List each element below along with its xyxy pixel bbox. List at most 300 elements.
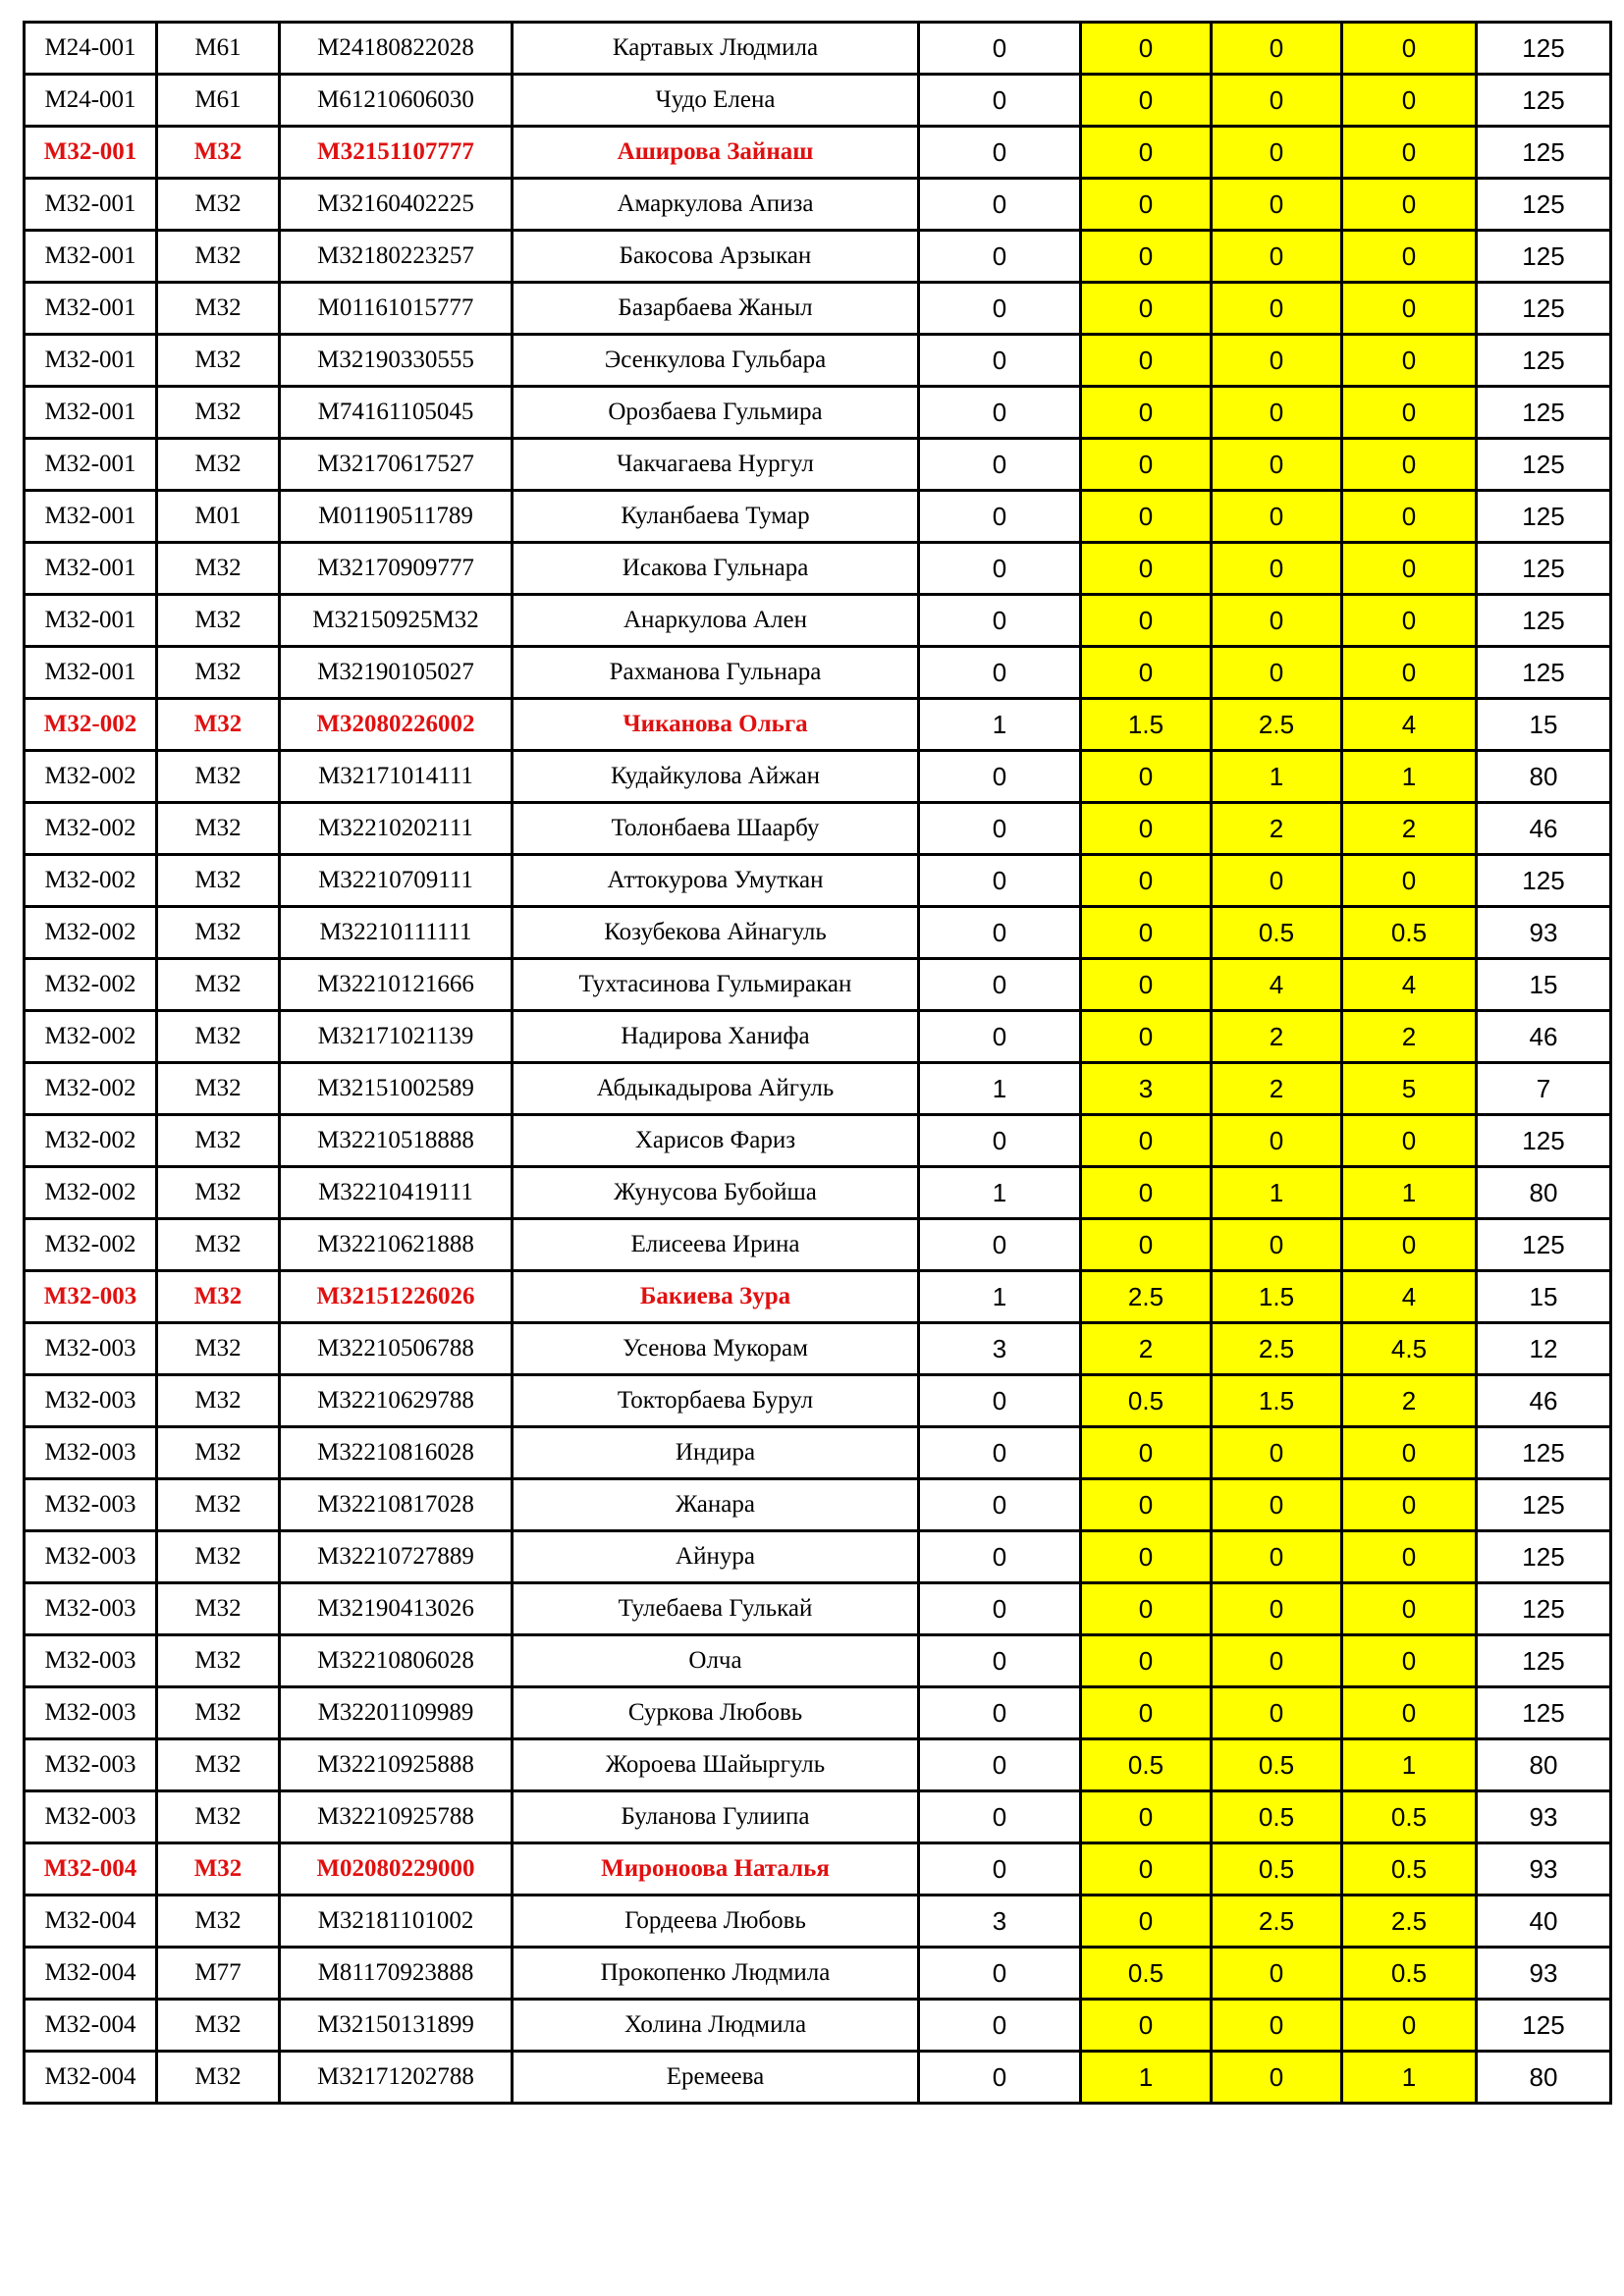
name-cell: Абдыкадырова Айгуль [513, 1063, 919, 1115]
value-2-cell: 0 [1081, 803, 1212, 855]
group-cell: М32-001 [25, 543, 157, 595]
code-cell: М32150925М32 [280, 595, 513, 647]
group-cell: М32-001 [25, 595, 157, 647]
table-row [25, 179, 1611, 231]
value-4-cell: 1 [1342, 1739, 1477, 1791]
name-cell: Буланова Гулиипа [513, 1791, 919, 1843]
branch-cell: М32 [157, 751, 280, 803]
code-cell: М32190413026 [280, 1583, 513, 1635]
value-2-cell: 0 [1081, 647, 1212, 699]
value-3-cell: 0 [1212, 439, 1342, 491]
group-cell: М32-001 [25, 127, 157, 179]
value-3-cell: 0 [1212, 595, 1342, 647]
value-1-cell: 0 [919, 1427, 1081, 1479]
value-2-cell: 0 [1081, 179, 1212, 231]
value-4-cell: 0 [1342, 335, 1477, 387]
value-4-cell: 0 [1342, 1219, 1477, 1271]
group-cell: М32-001 [25, 491, 157, 543]
code-cell: М32151002589 [280, 1063, 513, 1115]
code-cell: М32170909777 [280, 543, 513, 595]
name-cell: Аттокурова Умуткан [513, 855, 919, 907]
group-cell: М32-001 [25, 335, 157, 387]
value-2-cell: 0 [1081, 595, 1212, 647]
value-2-cell: 0 [1081, 75, 1212, 127]
value-1-cell: 0 [919, 1739, 1081, 1791]
value-4-cell: 5 [1342, 1063, 1477, 1115]
code-cell: М32190105027 [280, 647, 513, 699]
branch-cell: М32 [157, 1687, 280, 1739]
branch-cell: М32 [157, 907, 280, 959]
table-row [25, 75, 1611, 127]
name-cell: Усенова Мукорам [513, 1323, 919, 1375]
group-cell: М32-002 [25, 907, 157, 959]
code-cell: М32160402225 [280, 179, 513, 231]
branch-cell: М32 [157, 1896, 280, 1948]
value-4-cell: 0 [1342, 23, 1477, 75]
value-1-cell: 0 [919, 1375, 1081, 1427]
table-row [25, 2052, 1611, 2104]
name-cell: Елисеева Ирина [513, 1219, 919, 1271]
rank-cell: 125 [1477, 1115, 1611, 1167]
code-cell: М32210111111 [280, 907, 513, 959]
branch-cell: М32 [157, 2052, 280, 2104]
name-cell: Суркова Любовь [513, 1687, 919, 1739]
value-2-cell: 0 [1081, 1896, 1212, 1948]
group-cell: М32-001 [25, 387, 157, 439]
table-row [25, 23, 1611, 75]
table-row [25, 335, 1611, 387]
code-cell: М61210606030 [280, 75, 513, 127]
table-body [25, 23, 1611, 2104]
rank-cell: 93 [1477, 1948, 1611, 2000]
name-cell: Гордеева Любовь [513, 1896, 919, 1948]
rank-cell: 15 [1477, 1271, 1611, 1323]
name-cell: Базарбаева Жаныл [513, 283, 919, 335]
value-3-cell: 2.5 [1212, 699, 1342, 751]
table-row [25, 699, 1611, 751]
value-1-cell: 0 [919, 1531, 1081, 1583]
rank-cell: 125 [1477, 1635, 1611, 1687]
branch-cell: М32 [157, 335, 280, 387]
value-3-cell: 0.5 [1212, 1739, 1342, 1791]
code-cell: М01161015777 [280, 283, 513, 335]
table-row [25, 1063, 1611, 1115]
value-1-cell: 1 [919, 1271, 1081, 1323]
rank-cell: 125 [1477, 491, 1611, 543]
name-cell: Кудайкулова Айжан [513, 751, 919, 803]
group-cell: М32-003 [25, 1479, 157, 1531]
name-cell: Олча [513, 1635, 919, 1687]
group-cell: М32-002 [25, 803, 157, 855]
value-4-cell: 0 [1342, 387, 1477, 439]
value-2-cell: 0 [1081, 1791, 1212, 1843]
rank-cell: 80 [1477, 1739, 1611, 1791]
branch-cell: М32 [157, 647, 280, 699]
branch-cell: М61 [157, 23, 280, 75]
table-row [25, 1531, 1611, 1583]
value-4-cell: 0.5 [1342, 907, 1477, 959]
value-1-cell: 0 [919, 959, 1081, 1011]
group-cell: М32-003 [25, 1739, 157, 1791]
value-1-cell: 0 [919, 1843, 1081, 1896]
rank-cell: 125 [1477, 1687, 1611, 1739]
code-cell: М32210621888 [280, 1219, 513, 1271]
value-1-cell: 0 [919, 1219, 1081, 1271]
value-2-cell: 0.5 [1081, 1375, 1212, 1427]
group-cell: М32-003 [25, 1427, 157, 1479]
name-cell: Токторбаева Бурул [513, 1375, 919, 1427]
table-row [25, 439, 1611, 491]
code-cell: М32210925788 [280, 1791, 513, 1843]
group-cell: М32-004 [25, 1896, 157, 1948]
branch-cell: М32 [157, 2000, 280, 2052]
group-cell: М32-004 [25, 2000, 157, 2052]
value-1-cell: 0 [919, 751, 1081, 803]
name-cell: Чиканова Ольга [513, 699, 919, 751]
code-cell: М32171014111 [280, 751, 513, 803]
data-table [23, 21, 1612, 2105]
branch-cell: М32 [157, 959, 280, 1011]
value-1-cell: 0 [919, 1479, 1081, 1531]
value-3-cell: 0 [1212, 1115, 1342, 1167]
value-2-cell: 0 [1081, 1531, 1212, 1583]
value-3-cell: 0 [1212, 543, 1342, 595]
value-1-cell: 0 [919, 803, 1081, 855]
value-4-cell: 0 [1342, 1583, 1477, 1635]
branch-cell: М32 [157, 699, 280, 751]
name-cell: Орозбаева Гульмира [513, 387, 919, 439]
code-cell: М32171021139 [280, 1011, 513, 1063]
code-cell: М32210727889 [280, 1531, 513, 1583]
group-cell: М32-001 [25, 231, 157, 283]
value-4-cell: 4 [1342, 959, 1477, 1011]
value-4-cell: 0 [1342, 1427, 1477, 1479]
table-row [25, 1948, 1611, 2000]
value-3-cell: 0 [1212, 1531, 1342, 1583]
code-cell: М32210925888 [280, 1739, 513, 1791]
value-3-cell: 1.5 [1212, 1271, 1342, 1323]
table-row [25, 855, 1611, 907]
branch-cell: М32 [157, 1167, 280, 1219]
value-2-cell: 2.5 [1081, 1271, 1212, 1323]
value-3-cell: 2.5 [1212, 1323, 1342, 1375]
value-2-cell: 0 [1081, 387, 1212, 439]
group-cell: М32-002 [25, 1219, 157, 1271]
code-cell: М32190330555 [280, 335, 513, 387]
value-3-cell: 0 [1212, 283, 1342, 335]
value-4-cell: 4 [1342, 1271, 1477, 1323]
value-4-cell: 0 [1342, 595, 1477, 647]
value-2-cell: 3 [1081, 1063, 1212, 1115]
table-row [25, 803, 1611, 855]
table-row [25, 595, 1611, 647]
name-cell: Козубекова Айнагуль [513, 907, 919, 959]
value-3-cell: 1 [1212, 751, 1342, 803]
table-row [25, 1271, 1611, 1323]
value-4-cell: 2.5 [1342, 1896, 1477, 1948]
value-2-cell: 0 [1081, 1167, 1212, 1219]
name-cell: Надирова Ханифа [513, 1011, 919, 1063]
rank-cell: 125 [1477, 127, 1611, 179]
value-4-cell: 0 [1342, 127, 1477, 179]
value-3-cell: 1.5 [1212, 1375, 1342, 1427]
group-cell: М32-002 [25, 699, 157, 751]
value-2-cell: 0 [1081, 1843, 1212, 1896]
name-cell: Жороева Шайыргуль [513, 1739, 919, 1791]
group-cell: М32-003 [25, 1635, 157, 1687]
rank-cell: 125 [1477, 543, 1611, 595]
value-3-cell: 2 [1212, 1011, 1342, 1063]
value-1-cell: 0 [919, 439, 1081, 491]
branch-cell: М61 [157, 75, 280, 127]
value-2-cell: 0 [1081, 1583, 1212, 1635]
value-2-cell: 0 [1081, 1479, 1212, 1531]
branch-cell: М32 [157, 855, 280, 907]
group-cell: М32-002 [25, 959, 157, 1011]
table-row [25, 283, 1611, 335]
value-1-cell: 0 [919, 127, 1081, 179]
group-cell: М32-004 [25, 2052, 157, 2104]
rank-cell: 125 [1477, 1531, 1611, 1583]
value-2-cell: 0 [1081, 2000, 1212, 2052]
branch-cell: М32 [157, 1531, 280, 1583]
value-1-cell: 0 [919, 75, 1081, 127]
table-row [25, 1375, 1611, 1427]
table-row [25, 1896, 1611, 1948]
group-cell: М32-003 [25, 1791, 157, 1843]
name-cell: Еремеева [513, 2052, 919, 2104]
rank-cell: 12 [1477, 1323, 1611, 1375]
rank-cell: 125 [1477, 75, 1611, 127]
value-1-cell: 0 [919, 1583, 1081, 1635]
code-cell: М32210518888 [280, 1115, 513, 1167]
code-cell: М32210806028 [280, 1635, 513, 1687]
rank-cell: 125 [1477, 1583, 1611, 1635]
rank-cell: 46 [1477, 803, 1611, 855]
value-2-cell: 2 [1081, 1323, 1212, 1375]
value-3-cell: 0.5 [1212, 1843, 1342, 1896]
rank-cell: 125 [1477, 439, 1611, 491]
value-2-cell: 1.5 [1081, 699, 1212, 751]
value-4-cell: 2 [1342, 803, 1477, 855]
branch-cell: М32 [157, 283, 280, 335]
value-4-cell: 2 [1342, 1375, 1477, 1427]
value-1-cell: 0 [919, 855, 1081, 907]
name-cell: Исакова Гульнара [513, 543, 919, 595]
value-1-cell: 0 [919, 231, 1081, 283]
value-3-cell: 1 [1212, 1167, 1342, 1219]
rank-cell: 40 [1477, 1896, 1611, 1948]
value-3-cell: 0 [1212, 647, 1342, 699]
rank-cell: 15 [1477, 699, 1611, 751]
value-1-cell: 1 [919, 1167, 1081, 1219]
branch-cell: М01 [157, 491, 280, 543]
value-2-cell: 0.5 [1081, 1739, 1212, 1791]
value-1-cell: 0 [919, 283, 1081, 335]
group-cell: М32-002 [25, 1011, 157, 1063]
rank-cell: 125 [1477, 231, 1611, 283]
value-1-cell: 0 [919, 647, 1081, 699]
rank-cell: 125 [1477, 179, 1611, 231]
table-row [25, 907, 1611, 959]
table-row [25, 1791, 1611, 1843]
name-cell: Тухтасинова Гульмиракан [513, 959, 919, 1011]
group-cell: М32-002 [25, 1115, 157, 1167]
table-row [25, 1011, 1611, 1063]
group-cell: М32-001 [25, 179, 157, 231]
value-2-cell: 0.5 [1081, 1948, 1212, 2000]
value-4-cell: 0 [1342, 1479, 1477, 1531]
branch-cell: М32 [157, 1583, 280, 1635]
table-row [25, 387, 1611, 439]
value-4-cell: 4 [1342, 699, 1477, 751]
value-2-cell: 0 [1081, 1635, 1212, 1687]
value-1-cell: 0 [919, 595, 1081, 647]
value-3-cell: 0 [1212, 75, 1342, 127]
value-2-cell: 0 [1081, 283, 1212, 335]
value-1-cell: 0 [919, 1635, 1081, 1687]
value-1-cell: 0 [919, 907, 1081, 959]
name-cell: Бакосова Арзыкан [513, 231, 919, 283]
table-row [25, 1115, 1611, 1167]
name-cell: Прокопенко Людмила [513, 1948, 919, 2000]
group-cell: М32-002 [25, 751, 157, 803]
table-row [25, 1739, 1611, 1791]
value-2-cell: 0 [1081, 959, 1212, 1011]
value-2-cell: 0 [1081, 335, 1212, 387]
code-cell: М32210121666 [280, 959, 513, 1011]
value-4-cell: 1 [1342, 751, 1477, 803]
group-cell: М32-001 [25, 647, 157, 699]
value-2-cell: 0 [1081, 439, 1212, 491]
rank-cell: 7 [1477, 1063, 1611, 1115]
table-row [25, 2000, 1611, 2052]
value-4-cell: 0 [1342, 179, 1477, 231]
name-cell: Холина Людмила [513, 2000, 919, 2052]
rank-cell: 15 [1477, 959, 1611, 1011]
value-1-cell: 0 [919, 1115, 1081, 1167]
code-cell: М32170617527 [280, 439, 513, 491]
group-cell: М32-001 [25, 283, 157, 335]
table-row [25, 543, 1611, 595]
group-cell: М32-001 [25, 439, 157, 491]
value-1-cell: 0 [919, 1687, 1081, 1739]
group-cell: М32-003 [25, 1583, 157, 1635]
value-3-cell: 0 [1212, 1219, 1342, 1271]
name-cell: Жанара [513, 1479, 919, 1531]
rank-cell: 125 [1477, 23, 1611, 75]
name-cell: Индира [513, 1427, 919, 1479]
table-row [25, 1843, 1611, 1896]
value-4-cell: 1 [1342, 2052, 1477, 2104]
code-cell: М01190511789 [280, 491, 513, 543]
code-cell: М24180822028 [280, 23, 513, 75]
value-2-cell: 0 [1081, 23, 1212, 75]
value-1-cell: 0 [919, 1791, 1081, 1843]
value-3-cell: 0 [1212, 23, 1342, 75]
value-2-cell: 0 [1081, 1687, 1212, 1739]
value-4-cell: 2 [1342, 1011, 1477, 1063]
value-3-cell: 2 [1212, 1063, 1342, 1115]
rank-cell: 93 [1477, 1843, 1611, 1896]
value-3-cell: 0 [1212, 491, 1342, 543]
table-row [25, 491, 1611, 543]
value-4-cell: 0 [1342, 75, 1477, 127]
branch-cell: М32 [157, 1323, 280, 1375]
group-cell: М32-002 [25, 1167, 157, 1219]
name-cell: Чудо Елена [513, 75, 919, 127]
name-cell: Бакиева Зура [513, 1271, 919, 1323]
name-cell: Куланбаева Тумар [513, 491, 919, 543]
value-4-cell: 0 [1342, 439, 1477, 491]
value-4-cell: 0 [1342, 647, 1477, 699]
code-cell: М32210506788 [280, 1323, 513, 1375]
table-row [25, 1167, 1611, 1219]
value-4-cell: 0 [1342, 855, 1477, 907]
group-cell: М24-001 [25, 75, 157, 127]
rank-cell: 46 [1477, 1375, 1611, 1427]
rank-cell: 125 [1477, 1219, 1611, 1271]
value-4-cell: 0 [1342, 2000, 1477, 2052]
table-row [25, 1427, 1611, 1479]
rank-cell: 125 [1477, 855, 1611, 907]
group-cell: М32-003 [25, 1375, 157, 1427]
rank-cell: 80 [1477, 751, 1611, 803]
name-cell: Жунусова Бубойша [513, 1167, 919, 1219]
value-4-cell: 0 [1342, 1635, 1477, 1687]
value-4-cell: 0.5 [1342, 1948, 1477, 2000]
branch-cell: М32 [157, 543, 280, 595]
rank-cell: 125 [1477, 283, 1611, 335]
value-4-cell: 0 [1342, 283, 1477, 335]
rank-cell: 80 [1477, 1167, 1611, 1219]
code-cell: М32181101002 [280, 1896, 513, 1948]
name-cell: Чакчагаева Нургул [513, 439, 919, 491]
value-3-cell: 0 [1212, 335, 1342, 387]
table-row [25, 1219, 1611, 1271]
value-2-cell: 0 [1081, 491, 1212, 543]
value-4-cell: 0 [1342, 231, 1477, 283]
rank-cell: 125 [1477, 647, 1611, 699]
rank-cell: 125 [1477, 595, 1611, 647]
value-4-cell: 0 [1342, 1531, 1477, 1583]
name-cell: Амаркулова Апиза [513, 179, 919, 231]
code-cell: М74161105045 [280, 387, 513, 439]
group-cell: М32-004 [25, 1843, 157, 1896]
branch-cell: М32 [157, 387, 280, 439]
branch-cell: М32 [157, 1635, 280, 1687]
branch-cell: М77 [157, 1948, 280, 2000]
branch-cell: М32 [157, 1011, 280, 1063]
value-1-cell: 0 [919, 543, 1081, 595]
branch-cell: М32 [157, 595, 280, 647]
value-2-cell: 0 [1081, 907, 1212, 959]
branch-cell: М32 [157, 1063, 280, 1115]
group-cell: М32-004 [25, 1948, 157, 2000]
name-cell: Аширова Зайнаш [513, 127, 919, 179]
rank-cell: 125 [1477, 335, 1611, 387]
code-cell: М81170923888 [280, 1948, 513, 2000]
rank-cell: 125 [1477, 387, 1611, 439]
group-cell: М32-002 [25, 1063, 157, 1115]
value-3-cell: 0 [1212, 127, 1342, 179]
value-3-cell: 0 [1212, 1635, 1342, 1687]
value-3-cell: 0 [1212, 179, 1342, 231]
table-row [25, 231, 1611, 283]
name-cell: Анаркулова Ален [513, 595, 919, 647]
value-1-cell: 3 [919, 1323, 1081, 1375]
value-3-cell: 0 [1212, 855, 1342, 907]
